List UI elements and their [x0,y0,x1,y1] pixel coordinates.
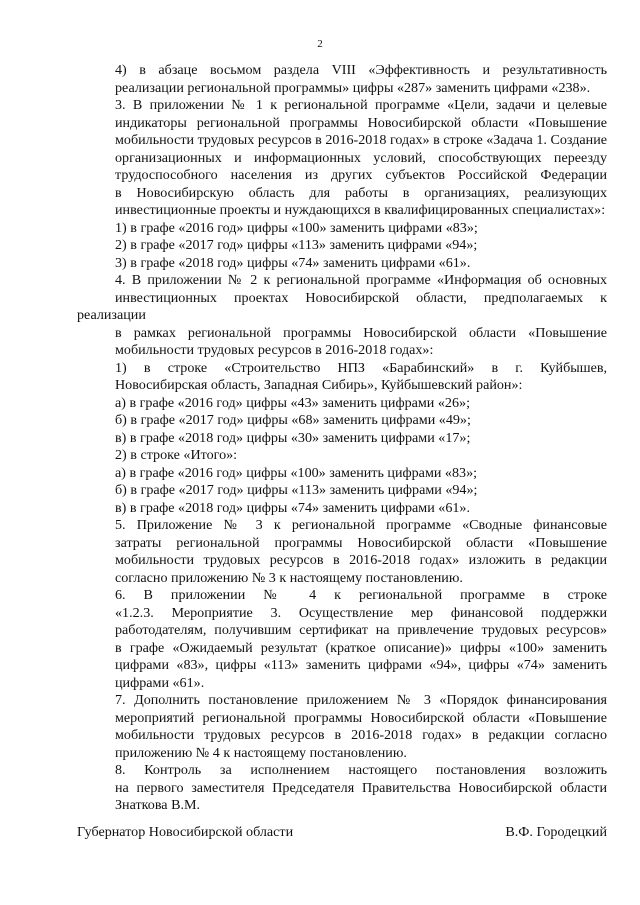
paragraph [77,500,607,518]
text-line: Новосибирская область, Западная Сибирь», Куйбышевский район»: [115,377,523,393]
paragraph [77,395,607,413]
text-line: а) в графе «2016 год» цифры «43» заменить цифрами «26»; [115,394,470,411]
text-line: 3) в графе «2018 год» цифры «74» заменить цифрами «61». [115,254,471,271]
paragraph [77,255,607,273]
text-line: 2) в графе «2017 год» цифры «113» заменить цифрами «94»; [115,237,478,253]
paragraph [77,517,607,587]
text-line: цифрами «61». [115,674,205,691]
paragraph [77,465,607,483]
text-line: 6. В приложении № 4 к региональной программе в строке [115,587,607,603]
signatory-position: Губернатор Новосибирской области [77,824,294,840]
text-line: 2) в строке «Итого»: [115,447,238,463]
text-line: организационных и информационных условий, способствующих переезду [115,149,607,166]
paragraph [77,97,607,220]
paragraph [77,692,607,762]
paragraph [77,412,607,430]
paragraph [77,587,607,692]
text-line: трудоспособного населения из других субъектов Российской Федерации [115,167,607,183]
text-line: 4. В приложении № 2 к региональной программе «Информация об основных [115,272,607,288]
text-line: инвестиционные проекты и нуждающихся в квалифицированных специалистах»: [115,202,606,218]
text-line: в Новосибирскую область для работы в организациях, реализующих [115,184,607,201]
text-line: мобильности трудовых ресурсов в 2016-2018 годах»: [115,342,434,358]
text-line: б) в графе «2017 год» цифры «113» заменить цифрами «94»; [115,482,478,498]
text-line: «1.2.3. Мероприятие 3. Осуществление мер финансовой поддержки [115,604,607,621]
paragraph [77,360,607,395]
text-line: реализации региональной программы» цифры «287» заменить цифрами «238». [115,79,591,96]
text-line: 5. Приложение № 3 к региональной программе «Сводные финансовые [115,517,607,533]
text-line: затраты региональной программы Новосибирской области «Повышение [115,534,607,551]
text-line: инвестиционных проектах Новосибирской области, предполагаемых к реализации [77,289,607,323]
text-line: а) в графе «2016 год» цифры «100» заменить цифрами «83»; [115,464,478,481]
text-line: мероприятий региональной программы Новосибирской области «Повышение [115,709,607,726]
paragraph [77,62,607,97]
text-line: Знаткова В.М. [115,797,201,813]
text-line: в) в графе «2018 год» цифры «30» заменить цифрами «17»; [115,429,471,446]
text-line: работодателям, получившим сертификат на привлечение трудовых ресурсов» [115,622,607,638]
document-body [77,62,607,815]
text-line: 3. В приложении № 1 к региональной программе «Цели, задачи и целевые [115,97,607,113]
text-line: на первого заместителя Председателя Правительства Новосибирской области [115,779,607,796]
paragraph [77,272,607,360]
text-line: приложению № 4 к настоящему постановлению. [115,744,407,761]
paragraph [77,237,607,255]
text-line: мобильности трудовых ресурсов в 2016-2018 годах» в строке «Задача 1. Создание [115,132,607,148]
page-number: 2 [317,38,323,50]
paragraph [77,430,607,448]
text-line: 1) в графе «2016 год» цифры «100» заменить цифрами «83»; [115,219,478,236]
text-line: в рамках региональной программы Новосибирской области «Повышение [115,324,607,341]
signature-block [77,824,607,842]
paragraph [77,482,607,500]
text-line: индикаторы региональной программы Новосибирской области «Повышение [115,114,607,131]
text-line: согласно приложению № 3 к настоящему постановлению. [115,569,463,586]
text-line: 4) в абзаце восьмом раздела VIII «Эффективность и результативность [115,62,607,78]
paragraph [77,762,607,815]
signatory-name: В.Ф. Городецкий [505,824,607,840]
paragraph [77,220,607,238]
text-line: цифрами «83», цифры «113» заменить цифрами «94», цифры «74» заменить [115,657,607,673]
text-line: мобильности трудовых ресурсов в 2016-2018 годах» изложить в редакции [115,552,607,568]
text-line: 1) в строке «Строительство НПЗ «Барабинский» в г. Куйбышев, [115,359,607,376]
text-line: мобильности трудовых ресурсов в 2016-2018 годах» в редакции согласно [115,727,607,743]
text-line: в графе «Ожидаемый результат (краткое описание)» цифры «100» заменить [115,639,607,656]
text-line: 8. Контроль за исполнением настоящего постановления возложить [115,762,607,778]
text-line: 7. Дополнить постановление приложением № 3 «Порядок финансирования [115,692,607,708]
text-line: б) в графе «2017 год» цифры «68» заменить цифрами «49»; [115,412,471,428]
text-line: в) в графе «2018 год» цифры «74» заменить цифрами «61». [115,499,470,516]
paragraph [77,447,607,465]
